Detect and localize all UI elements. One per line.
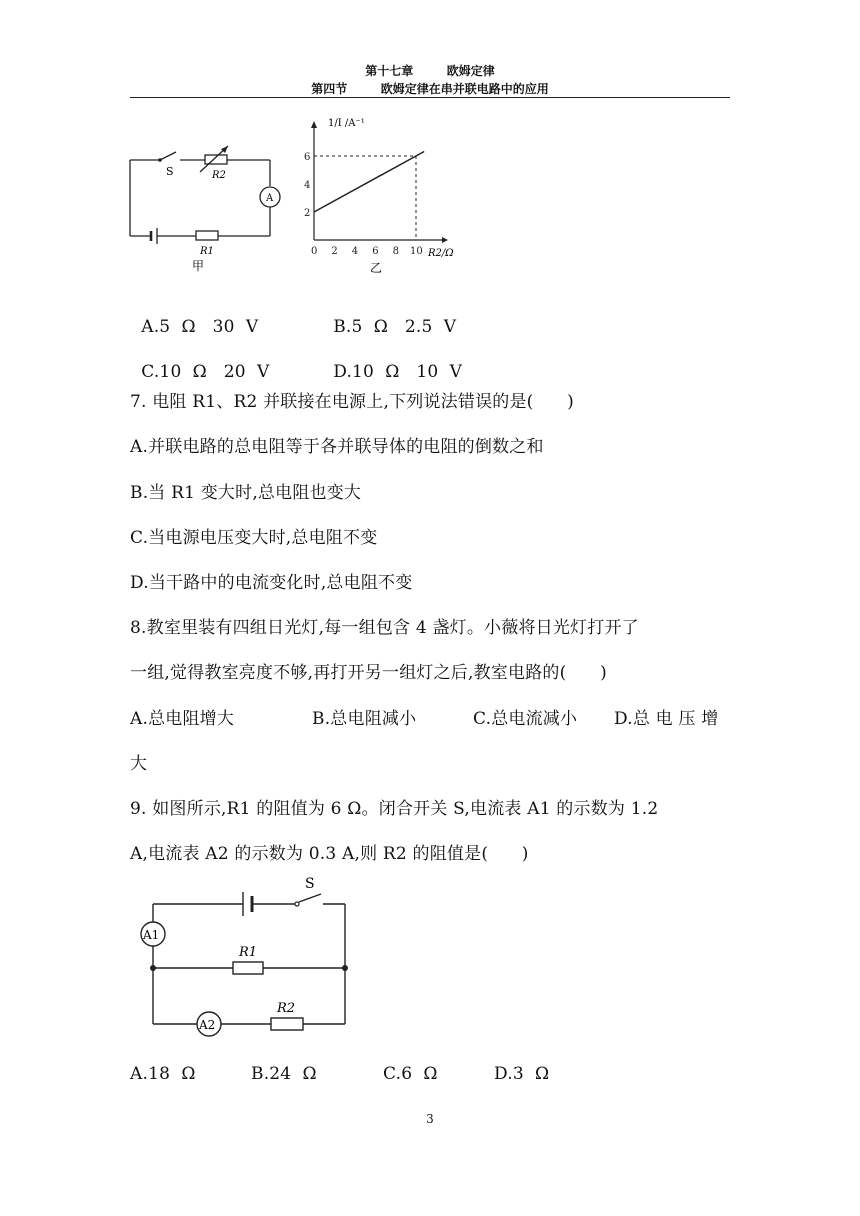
y-axis-arrow xyxy=(311,121,317,128)
y-tick-label: 4 xyxy=(304,180,311,191)
q8-option-b[interactable]: B.总电阻减小 xyxy=(312,709,417,729)
q6-option-b[interactable]: B.5 Ω 2.5 V xyxy=(333,317,457,337)
chapter-title: 欧姆定律 xyxy=(446,64,495,78)
circuit-figure-jia xyxy=(120,140,290,280)
page-number: 3 xyxy=(426,1112,434,1126)
ammeter-label-a2: A2 xyxy=(199,1018,216,1032)
graph-figure-yi xyxy=(300,112,470,280)
x-tick-label: 0 xyxy=(311,246,318,257)
y-tick-label: 6 xyxy=(304,152,311,163)
section-number: 第四节 xyxy=(311,82,348,96)
q9-option-c[interactable]: C.6 Ω xyxy=(383,1064,438,1084)
circuit-figure-q9 xyxy=(125,872,365,1042)
figure-caption-jia: 甲 xyxy=(192,259,205,273)
resistor-label-r1: R1 xyxy=(200,246,214,257)
resistor-label-r2: R2 xyxy=(212,170,226,181)
q8-option-d[interactable]: D.总 电 压 增 xyxy=(614,709,719,729)
y-axis-title: 1/I /A⁻¹ xyxy=(328,118,365,129)
chapter-number: 第十七章 xyxy=(365,64,414,78)
switch-label-s: S xyxy=(166,165,174,178)
data-line-series xyxy=(314,152,424,212)
q7-option-d[interactable]: D.当干路中的电流变化时,总电阻不变 xyxy=(130,573,413,593)
ammeter-label-a: A xyxy=(266,193,274,204)
x-tick-label: 4 xyxy=(351,246,359,257)
x-tick-label: 8 xyxy=(392,246,399,257)
q6-option-d-wrap xyxy=(322,342,462,382)
x-tick-label: 6 xyxy=(372,246,379,257)
x-axis-title: R2/Ω xyxy=(428,248,454,259)
figure-caption-yi: 乙 xyxy=(370,261,383,275)
q6-option-b-wrap xyxy=(322,297,456,337)
q9-option-d[interactable]: D.3 Ω xyxy=(494,1064,550,1084)
q8-option-c[interactable]: C.总电流减小 xyxy=(473,709,578,729)
q6-option-c[interactable]: C.10 Ω 20 V xyxy=(141,362,270,382)
q9-stem-line1: 9. 如图所示,R1 的阻值为 6 Ω。闭合开关 S,电流表 A1 的示数为 1.2 xyxy=(130,799,659,819)
q6-option-a[interactable]: A.5 Ω 30 V xyxy=(141,317,259,337)
q9-option-b[interactable]: B.24 Ω xyxy=(251,1064,317,1084)
y-tick-label: 2 xyxy=(304,208,311,219)
q6-option-d[interactable]: D.10 Ω 10 V xyxy=(333,362,463,382)
q8-option-d-continued: 大 xyxy=(130,754,148,774)
q6-options-row2 xyxy=(130,342,270,382)
header-section-line xyxy=(0,80,860,97)
x-tick-label: 10 xyxy=(410,246,423,257)
q7-stem: 7. 电阻 R1、R2 并联接在电源上,下列说法错误的是( ) xyxy=(130,392,574,412)
ammeter-label-a1: A1 xyxy=(143,928,160,942)
header-chapter-line xyxy=(0,62,860,79)
x-tick-label: 2 xyxy=(331,246,338,257)
q9-stem-line2: A,电流表 A2 的示数为 0.3 A,则 R2 的阻值是( ) xyxy=(130,844,529,864)
section-title: 欧姆定律在串并联电路中的应用 xyxy=(380,82,549,96)
x-axis-arrow xyxy=(442,237,448,243)
q7-option-b[interactable]: B.当 R1 变大时,总电阻也变大 xyxy=(130,483,362,503)
q6-options-row1 xyxy=(130,297,258,337)
q7-option-c[interactable]: C.当电源电压变大时,总电阻不变 xyxy=(130,528,378,548)
header-rule xyxy=(130,97,730,98)
resistor-label-r1: R1 xyxy=(239,945,258,960)
switch-label-s: S xyxy=(305,876,315,892)
resistor-label-r2: R2 xyxy=(277,1001,296,1016)
q8-stem-line2: 一组,觉得教室亮度不够,再打开另一组灯之后,教室电路的( ) xyxy=(130,663,607,683)
q8-option-a[interactable]: A.总电阻增大 xyxy=(130,709,235,729)
q9-option-a[interactable]: A.18 Ω xyxy=(130,1064,196,1084)
q7-option-a[interactable]: A.并联电路的总电阻等于各并联导体的电阻的倒数之和 xyxy=(130,437,544,457)
q8-stem-line1: 8.教室里装有四组日光灯,每一组包含 4 盏灯。小薇将日光灯打开了 xyxy=(130,618,639,638)
